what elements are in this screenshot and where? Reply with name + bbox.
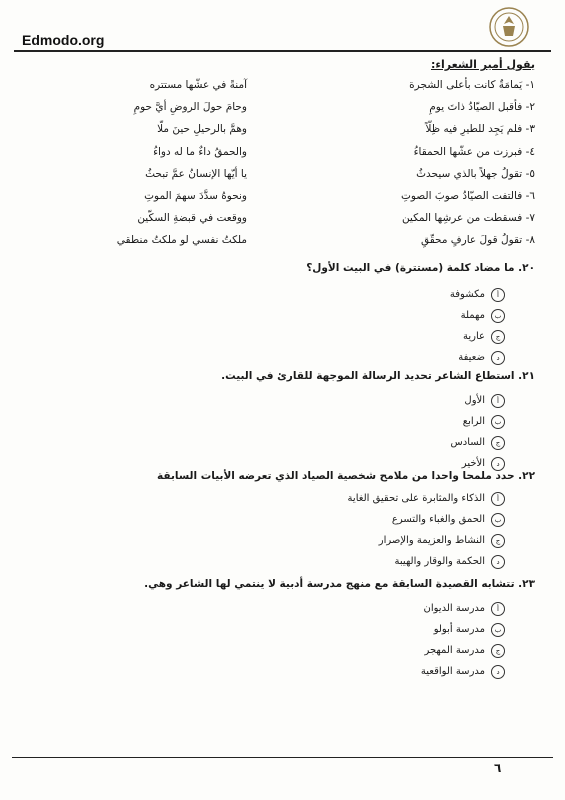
question-23-options	[421, 598, 505, 682]
option-label: الأول	[464, 395, 485, 406]
intro-heading: يقول أمير الشعراء:	[430, 58, 535, 71]
poem-line: والحمقُ داءٌ ما له دواءُ	[153, 145, 247, 158]
poem-line: ونحوهُ سدَّدَ سهمَ الموتِ	[144, 190, 247, 203]
option-label: مدرسة المهجر	[424, 645, 485, 656]
option-bubble-b[interactable]: ب	[491, 415, 505, 429]
question-21-options	[451, 390, 505, 474]
answer-option[interactable]	[450, 347, 505, 368]
option-bubble-d[interactable]: د	[491, 351, 505, 365]
option-label: الذكاء والمثابرة على تحقيق الغاية	[347, 493, 485, 504]
question-20-options	[450, 284, 505, 368]
option-label: عارية	[463, 331, 485, 342]
poem-line: ٢- فأقبل الصيّادُ ذاتَ يومِ	[429, 101, 535, 114]
question-20: ٢٠. ما مضاد كلمة (مستترة) في البيت الأول؟	[306, 262, 535, 274]
option-bubble-d[interactable]: د	[491, 555, 505, 569]
option-bubble-b[interactable]: ب	[491, 309, 505, 323]
poem-first-column	[401, 74, 535, 252]
option-label: مهملة	[460, 310, 485, 321]
poem-line: ووقعت في قبضةِ السكّين	[137, 212, 247, 225]
option-label: مدرسة الواقعية	[420, 666, 485, 677]
option-bubble-d[interactable]: د	[491, 665, 505, 679]
question-21: ٢١. استطاع الشاعر تحديد الرسالة الموجهة للقارئ في البيت.	[221, 370, 535, 382]
question-22-options	[348, 488, 505, 572]
poem-line: ٤- فبرزت من عشّها الحمقاءُ	[413, 145, 535, 158]
poem-line: ٥- تقولُ جهلاً بالذي سيحدثُ	[416, 167, 535, 180]
site-name: Edmodo.org	[22, 32, 105, 48]
answer-option[interactable]	[451, 411, 505, 432]
option-bubble-c[interactable]: ج	[491, 436, 505, 450]
option-label: النشاط والعزيمة والإصرار	[378, 535, 485, 546]
option-label: الحمق والغباء والتسرع	[391, 514, 485, 525]
answer-option[interactable]	[421, 598, 505, 619]
option-label: ضعيفة	[458, 352, 485, 363]
answer-option[interactable]	[421, 619, 505, 640]
answer-option[interactable]	[348, 551, 505, 572]
poem-second-column	[117, 74, 247, 252]
option-label: الرابع	[462, 416, 485, 427]
answer-option[interactable]	[348, 488, 505, 509]
option-label: مكشوفة	[449, 289, 485, 300]
option-bubble-b[interactable]: ب	[491, 623, 505, 637]
option-bubble-b[interactable]: ب	[491, 513, 505, 527]
option-bubble-a[interactable]: أ	[491, 394, 505, 408]
option-label: الحكمة والوقار والهيبة	[394, 556, 485, 567]
answer-option[interactable]	[451, 432, 505, 453]
poem-line: ٧- فسقطت من عرشِها المكين	[401, 212, 535, 225]
option-bubble-a[interactable]: أ	[491, 602, 505, 616]
option-bubble-d[interactable]: د	[491, 457, 505, 471]
poem-line: ١- يَمامَةٌ كانت بأعلى الشجرة	[409, 79, 535, 91]
option-label: السادس	[450, 437, 485, 448]
footer-rule	[12, 757, 553, 758]
question-22: ٢٢. حدد ملمحا واحدا من ملامح شخصية الصياد الذي تعرضه الأبيات السابقة	[157, 470, 535, 482]
answer-option[interactable]	[348, 530, 505, 551]
header-rule	[14, 50, 551, 52]
answer-option[interactable]	[451, 390, 505, 411]
option-bubble-a[interactable]: أ	[491, 288, 505, 302]
option-bubble-c[interactable]: ج	[491, 644, 505, 658]
poem-line: ٨- تقولُ قولَ عارفٍ محقّقِ	[420, 234, 535, 247]
poem-line: وهمَّ بالرحيلِ حينَ ملّا	[157, 123, 247, 136]
option-bubble-c[interactable]: ج	[491, 534, 505, 548]
answer-option[interactable]	[450, 284, 505, 305]
option-label: مدرسة أبولو	[433, 624, 485, 635]
option-bubble-c[interactable]: ج	[491, 330, 505, 344]
question-23: ٢٣. تتشابه القصيدة السابقة مع منهج مدرسة أدبية لا ينتمي لها الشاعر وهي.	[144, 578, 535, 590]
poem-line: ٣- فلم يَجِد للطيرِ فيه ظِلّاً	[425, 123, 535, 136]
poem-line: آمنةً في عشّها مستتره	[149, 79, 247, 91]
answer-option[interactable]	[450, 326, 505, 347]
answer-option[interactable]	[421, 640, 505, 661]
poem-line: ٦- فالتفت الصيّادُ صوبَ الصوتِ	[400, 190, 535, 203]
poem-line: ملكتُ نفسي لو ملكتُ منطقي	[116, 234, 247, 247]
poem-line: وحامَ حولَ الروضِ أيَّ حومِ	[133, 101, 247, 114]
ministry-logo	[488, 6, 530, 48]
option-bubble-a[interactable]: أ	[491, 492, 505, 506]
answer-option[interactable]	[421, 661, 505, 682]
answer-option[interactable]	[348, 509, 505, 530]
page-number: ٦	[494, 761, 502, 775]
option-label: مدرسة الديوان	[423, 603, 485, 614]
answer-option[interactable]	[450, 305, 505, 326]
option-label: الأخير	[461, 458, 485, 469]
poem-line: يا أيّها الإنسانُ عمَّ تبحثُ	[145, 167, 247, 180]
